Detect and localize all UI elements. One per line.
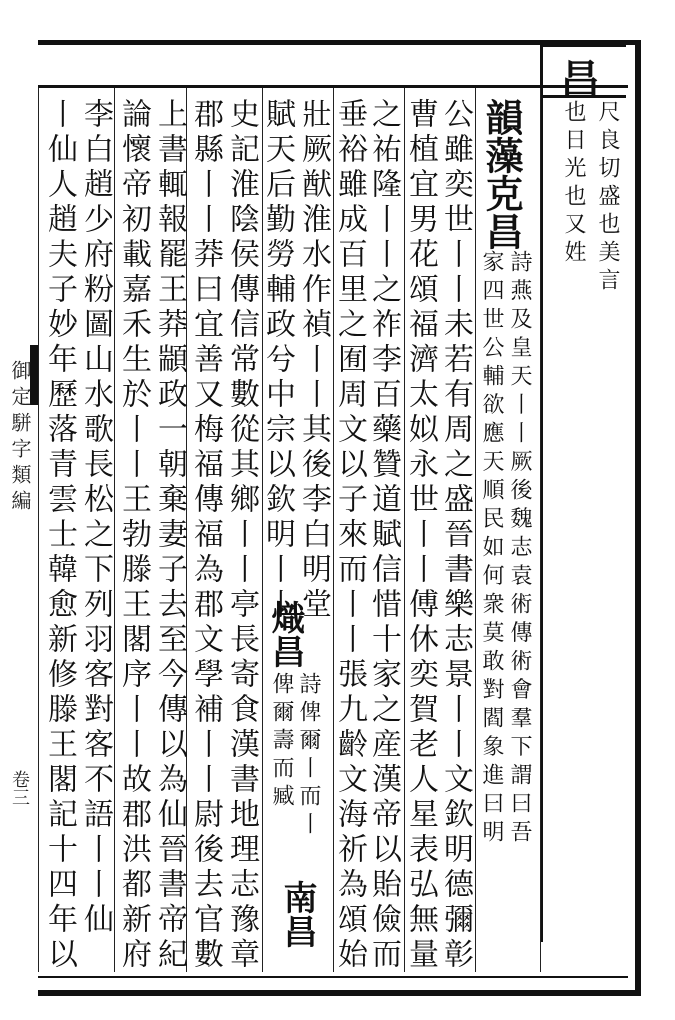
entry-text: 家四世公輔欲應天順民如何衆莫敢對閻象進曰明 (479, 250, 504, 849)
column-rule (540, 88, 541, 972)
text-column: 丨仙人趙夫子妙年歷落青雲士韓愈新修滕王閣記十四年以 (42, 98, 77, 973)
text-column: 之祐隆丨丨之祚李百藥贊道賦信惜十家之産漢帝以貽儉而 (366, 98, 401, 973)
margin-page: 卷三 (9, 770, 30, 806)
text-column: 曹植宜男花頌福濟太姒永世丨丨傅休奕賀老人星表弘無量 (403, 98, 438, 973)
text-column: 垂裕雖成百里之囿周文以子來而丨丨張九齡文海祈為頌始 (332, 98, 367, 973)
text-column: 李白趙少府粉圖山水歌長松之下列羽客對客不語丨丨仙 (78, 98, 113, 938)
column-rule (475, 88, 476, 972)
column-rule (38, 88, 39, 972)
text-column: 郡縣丨丨莽曰宜善又梅福傳福為郡文學補丨丨尉後去官數 (188, 98, 223, 973)
entry-text: 詩俾爾丨而丨 (296, 672, 321, 840)
column-rule (114, 88, 115, 972)
text-column: 公雖奕世丨丨未若有周之盛晉書樂志景丨丨文欽明德彌彰 (438, 98, 473, 973)
entry-head: 熾昌 (265, 600, 305, 668)
header-gloss-1: 尺良切盛也美言 (595, 100, 620, 296)
entry-text: 詩燕及皇天丨丨厥後魏志袁術傳術會羣下謂曰吾 (507, 250, 532, 849)
margin-strip (0, 100, 38, 980)
text-column: 史記淮陰侯傳信常數從其鄉丨丨亭長寄食漢書地理志豫章 (224, 98, 259, 973)
margin-label: 御定駢字類編 (8, 360, 32, 516)
entry-head: 南昌 (277, 880, 317, 948)
text-column: 論懷帝初載嘉禾生於丨丨王勃滕王閣序丨丨故郡洪都新府 (116, 98, 151, 973)
text-column: 賦天后勤勞輔政兮中宗以欽明丨丨 (260, 98, 295, 623)
text-column: 上書輒報罷王莽顓政一朝棄妻子去至今傳以為仙晉書帝紀 (152, 98, 187, 973)
header-char: 昌 (560, 56, 600, 103)
text-column: 壯厥猷淮水作禎丨丨其後李白明堂 (296, 98, 331, 623)
entry-text: 俾爾壽而臧 (269, 672, 294, 812)
header-gloss-2: 也日光也又姓 (561, 100, 586, 268)
entry-head: 韻藻克昌 (479, 98, 524, 250)
